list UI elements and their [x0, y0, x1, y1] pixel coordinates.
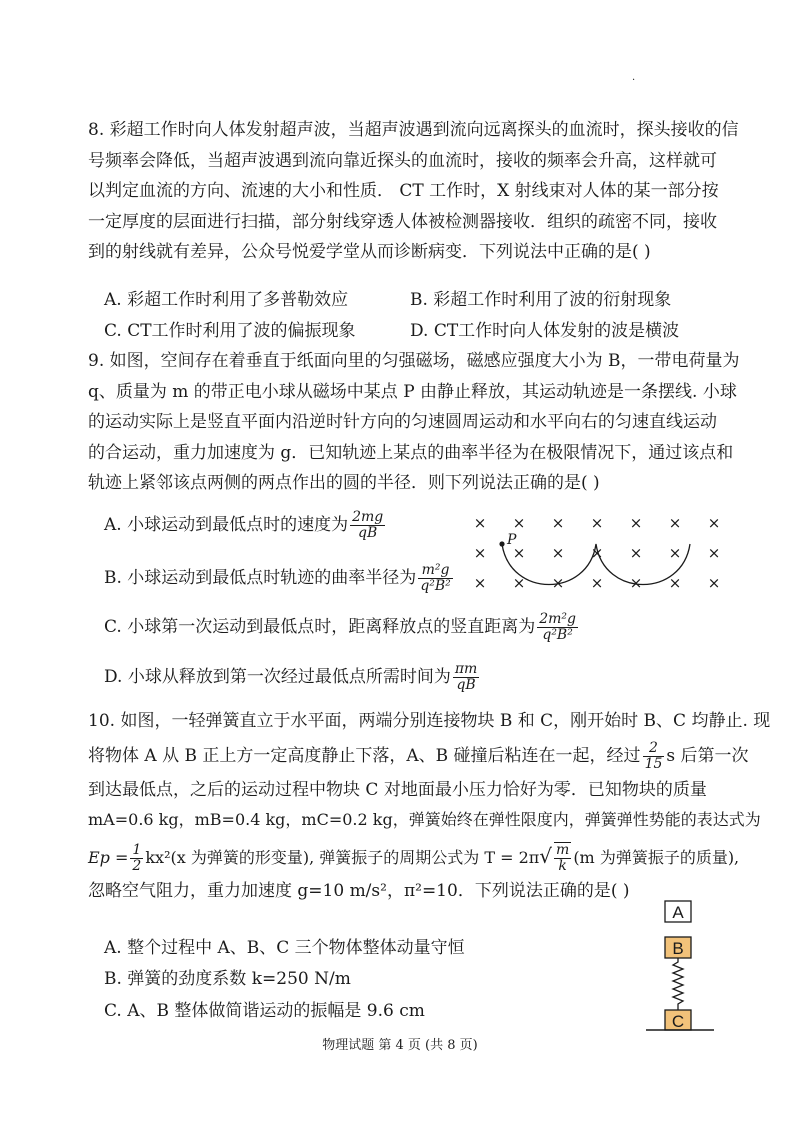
- corner-mark: .: [632, 72, 636, 83]
- block-a-label: A: [672, 903, 684, 922]
- field-cross: ×: [473, 574, 487, 592]
- q9-line-5: 轨迹上紧邻该点两侧的两点作出的圆的半径．则下列说法正确的是( ): [88, 473, 600, 493]
- q10-half-fraction: [130, 843, 143, 874]
- field-cross: ×: [551, 544, 565, 562]
- question-9-stem: [88, 346, 740, 499]
- q10-option-b: B. 弹簧的劲度系数 k=250 N/m: [104, 969, 351, 989]
- q10-line-5b: kx²(x 为弹簧的形变量), 弹簧振子的周期公式为 T = 2π: [145, 847, 540, 867]
- fraction-numerator: 2: [643, 741, 665, 757]
- q9-magnetic-field-figure: [465, 508, 735, 600]
- field-cross: ×: [707, 544, 721, 562]
- q10-line-2: [88, 737, 748, 775]
- q9-line-1: 9. 如图，空间存在着垂直于纸面向里的匀强磁场，磁感应强度大小为 B，一带电荷量为: [88, 351, 740, 371]
- fraction-numerator: 1: [132, 841, 142, 858]
- question-8-stem: [88, 115, 739, 268]
- field-cross: ×: [668, 544, 682, 562]
- fraction-numerator: m²g: [418, 563, 452, 579]
- release-point-p: [499, 541, 504, 546]
- field-cross: ×: [590, 514, 604, 532]
- q9-option-d-fraction: [453, 662, 479, 693]
- q8-line-4: 一定厚度的层面进行扫描，部分射线穿透人体被检测器接收．组织的疏密不同，接收: [88, 211, 717, 232]
- q10-sqrt-fraction: [554, 842, 571, 874]
- q9-option-d: [104, 662, 481, 693]
- q9-option-a-fraction: [350, 510, 385, 541]
- fraction-numerator: 2m²g: [539, 611, 576, 627]
- q10-option-a: A. 整个过程中 A、B、C 三个物体整体动量守恒: [104, 938, 465, 958]
- field-cross: ×: [512, 514, 526, 532]
- field-cross: ×: [512, 544, 526, 562]
- q8-option-d: D. CT工作时向人体发射的波是横波: [410, 321, 680, 341]
- q10-line-5: [88, 836, 748, 876]
- fraction-denominator: q²B²: [420, 578, 451, 594]
- field-cross: ×: [668, 514, 682, 532]
- field-cross: ×: [551, 514, 565, 532]
- q10-time-fraction: [643, 741, 665, 772]
- q9-option-b-fraction: [418, 563, 452, 594]
- fraction-numerator: 2mg: [352, 509, 384, 525]
- q10-spring-blocks-figure: [640, 895, 720, 1035]
- page-footer: 物理试题 第 4 页 (共 8 页): [322, 1038, 478, 1053]
- q9-option-b-text: B. 小球运动到最低点时轨迹的曲率半径为: [104, 568, 417, 588]
- q8-option-a: A. 彩超工作时利用了多普勒效应: [104, 290, 349, 310]
- field-cross: ×: [629, 544, 643, 562]
- q9-option-a: [104, 510, 387, 541]
- q10-line-1: 10. 如图，一轻弹簧直立于水平面，两端分别连接物块 B 和 C，刚开始时 B、C 均静止. 现: [88, 711, 771, 731]
- field-crosses: [474, 514, 721, 592]
- q9-line-4: 的合运动，重力加速度为 g．已知轨迹上某点的曲率半径为在极限情况下，通过该点和: [88, 442, 734, 463]
- q10-line-6: 忽略空气阻力，重力加速度 g=10 m/s²，π²=10．下列说法正确的是( ): [88, 880, 630, 901]
- question-10-stem: [88, 706, 771, 906]
- sqrt-sign: √: [539, 843, 553, 868]
- q8-line-3: 以判定血流的方向、流速的大小和性质． CT 工作时，X 射线束对人体的某一部分按: [88, 181, 719, 201]
- q10-line-2a: 将物体 A 从 B 正上方一定高度静止下落，A、B 碰撞后粘连在一起，经过: [88, 745, 641, 766]
- q8-option-c: C. CT工作时利用了波的偏振现象: [104, 321, 356, 341]
- q8-line-5: 到的射线就有差异，公众号悦爱学堂从而诊断病变．下列说法中正确的是( ): [88, 242, 651, 262]
- field-cross: ×: [590, 544, 604, 562]
- q9-line-3: 的运动实际上是竖直平面内沿逆时针方向的匀速圆周运动和水平向右的匀速直线运动: [88, 412, 717, 432]
- q9-option-a-text: A. 小球运动到最低点时的速度为: [104, 515, 349, 535]
- field-cross: ×: [473, 514, 487, 532]
- fraction-denominator: 2: [132, 857, 142, 874]
- q10-line-3: 到达最低点，之后的运动过程中物块 C 对地面最小压力恰好为零．已知物块的质量: [88, 779, 707, 800]
- block-c-label: C: [671, 1012, 685, 1031]
- field-cross: ×: [707, 574, 721, 592]
- fraction-denominator: qB: [358, 525, 378, 541]
- fraction-denominator: qB: [456, 677, 476, 693]
- q10-option-c: C. A、B 整体做简谐运动的振幅是 9.6 cm: [104, 1001, 425, 1021]
- q8-option-b: B. 彩超工作时利用了波的衍射现象: [410, 290, 672, 310]
- q9-option-d-text: D. 小球从释放到第一次经过最低点所需时间为: [104, 667, 451, 687]
- field-cross: ×: [473, 544, 487, 562]
- field-cross: ×: [629, 514, 643, 532]
- q10-line-2b: s 后第一次: [666, 745, 749, 766]
- point-p-label: P: [507, 532, 517, 548]
- q10-line-5c: (m 为弹簧振子的质量),: [573, 847, 740, 867]
- q9-option-c-fraction: [537, 612, 578, 643]
- q8-line-2: 号频率会降低，当超声波遇到流向靠近探头的血流时，接收的频率会升高，这样就可: [88, 150, 717, 171]
- fraction-denominator: k: [558, 858, 567, 874]
- block-b-label: B: [672, 939, 684, 958]
- q9-line-2: q、质量为 m 的带正电小球从磁场中某点 P 由静止释放，其运动轨迹是一条摆线. 小球: [88, 381, 737, 402]
- field-cross: ×: [707, 514, 721, 532]
- q9-option-b: [104, 563, 455, 594]
- fraction-numerator: πm: [454, 661, 478, 677]
- q9-option-c: [104, 612, 580, 643]
- fraction-denominator: 15: [644, 755, 663, 772]
- fraction-numerator: m: [556, 842, 570, 858]
- q8-line-1: 8. 彩超工作时向人体发射超声波，当超声波遇到流向远离探头的血流时，探头接收的信: [88, 120, 739, 140]
- field-cross: ×: [629, 574, 643, 592]
- field-cross: ×: [590, 574, 604, 592]
- field-cross: ×: [512, 574, 526, 592]
- q9-option-c-text: C. 小球第一次运动到最低点时，距离释放点的竖直距离为: [104, 617, 536, 637]
- q10-line-5a: Ep =: [88, 847, 129, 867]
- q10-line-4: mA=0.6 kg，mB=0.4 kg，mC=0.2 kg，弹簧始终在弹性限度内，弹簧弹性势能的表达式为: [88, 810, 761, 829]
- fraction-denominator: q²B²: [542, 627, 573, 643]
- spring: [673, 958, 683, 1010]
- field-cross: ×: [668, 574, 682, 592]
- field-cross: ×: [551, 574, 565, 592]
